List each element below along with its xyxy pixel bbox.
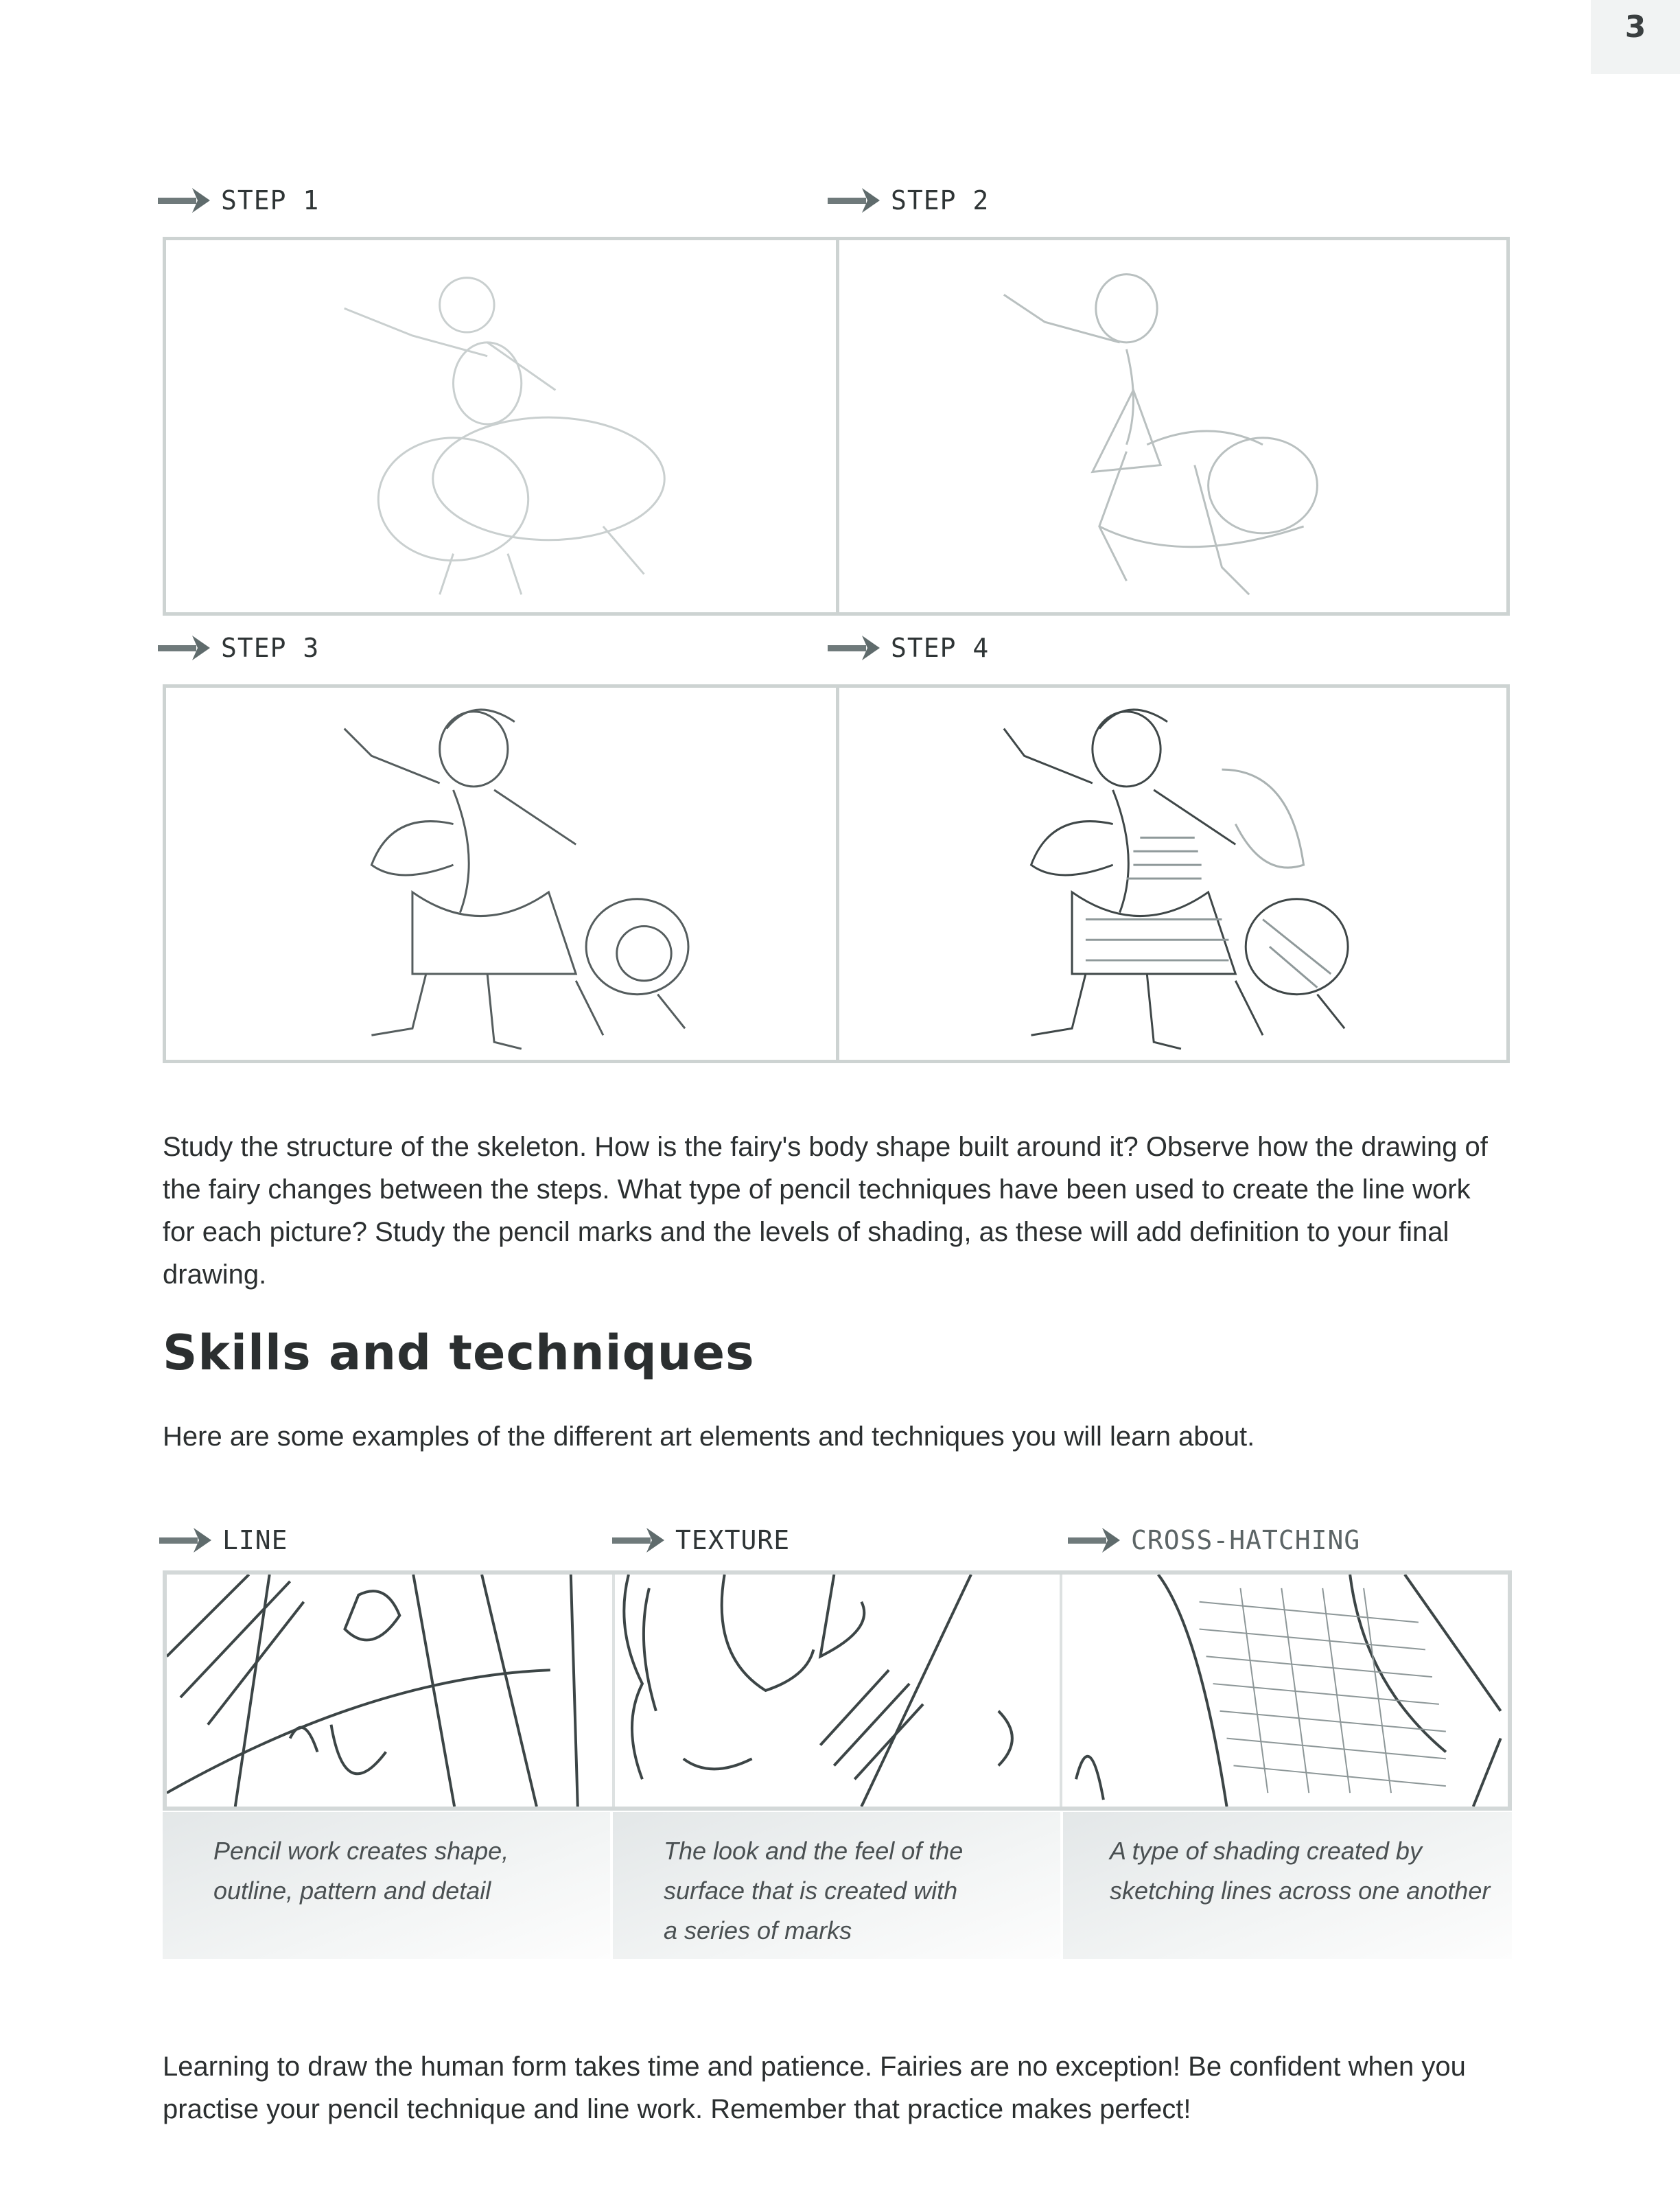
technique-label-texture [612,1525,790,1555]
caption-line-2: sketching lines across one another [1110,1877,1491,1905]
step-1-label [158,185,319,216]
step-4-label [828,633,989,663]
step-1-drawing [163,237,839,616]
technique-cross-hatching-text: CROSS-HATCHING [1131,1525,1361,1555]
arrow-icon [1068,1526,1121,1554]
technique-label-line [159,1525,288,1555]
caption-line-3: a series of marks [664,1916,852,1944]
texture-example-image [615,1575,1063,1807]
caption-line-1: A type of shading created by [1110,1837,1422,1865]
technique-texture-text: TEXTURE [675,1525,791,1555]
line-example-image [167,1575,615,1807]
step-1-text: STEP 1 [221,185,320,216]
step-2-label [828,185,989,216]
arrow-icon [828,187,881,214]
step-4-drawing [836,684,1510,1063]
step-4-text: STEP 4 [891,633,990,663]
arrow-icon [158,634,211,662]
arrow-icon [158,187,211,214]
body-paragraph: Study the structure of the skeleton. How is the fairy's body shape built around it? Observe how the drawing of the fairy changes between the steps. What type of pencil techniques have been used to create the line work for each picture? Study the pencil marks and the levels of shading, as these will add definition to your final drawing. [163,1132,1488,1290]
step-2-drawing [836,237,1510,616]
technique-label-cross-hatching [1068,1525,1360,1555]
caption-cross-hatching [1063,1812,1512,1959]
page-number: 3 [1624,10,1646,45]
section-heading: Skills and techniques [163,1325,755,1381]
step-3-drawing [163,684,839,1063]
cross-hatching-example-image [1062,1575,1508,1807]
arrow-icon [159,1526,213,1554]
caption-line-1: Pencil work creates shape, [213,1837,509,1865]
caption-texture [613,1812,1060,1959]
caption-line-2: outline, pattern and detail [213,1877,491,1905]
step-2-text: STEP 2 [891,185,990,216]
arrow-icon [828,634,881,662]
arrow-icon [612,1526,666,1554]
closing-paragraph: Learning to draw the human form takes time and patience. Fairies are no exception! Be confident when you practise your pencil technique and line work. Remember that practice makes perfect! [163,2052,1466,2124]
step-3-text: STEP 3 [221,633,320,663]
caption-line [163,1812,610,1959]
technique-line-text: LINE [222,1525,288,1555]
caption-line-2: surface that is created with [664,1877,958,1905]
caption-line-1: The look and the feel of the [664,1837,964,1865]
technique-images [163,1570,1512,1811]
step-3-label [158,633,319,663]
intro-paragraph: Here are some examples of the different art elements and techniques you will learn about. [163,1421,1255,1452]
